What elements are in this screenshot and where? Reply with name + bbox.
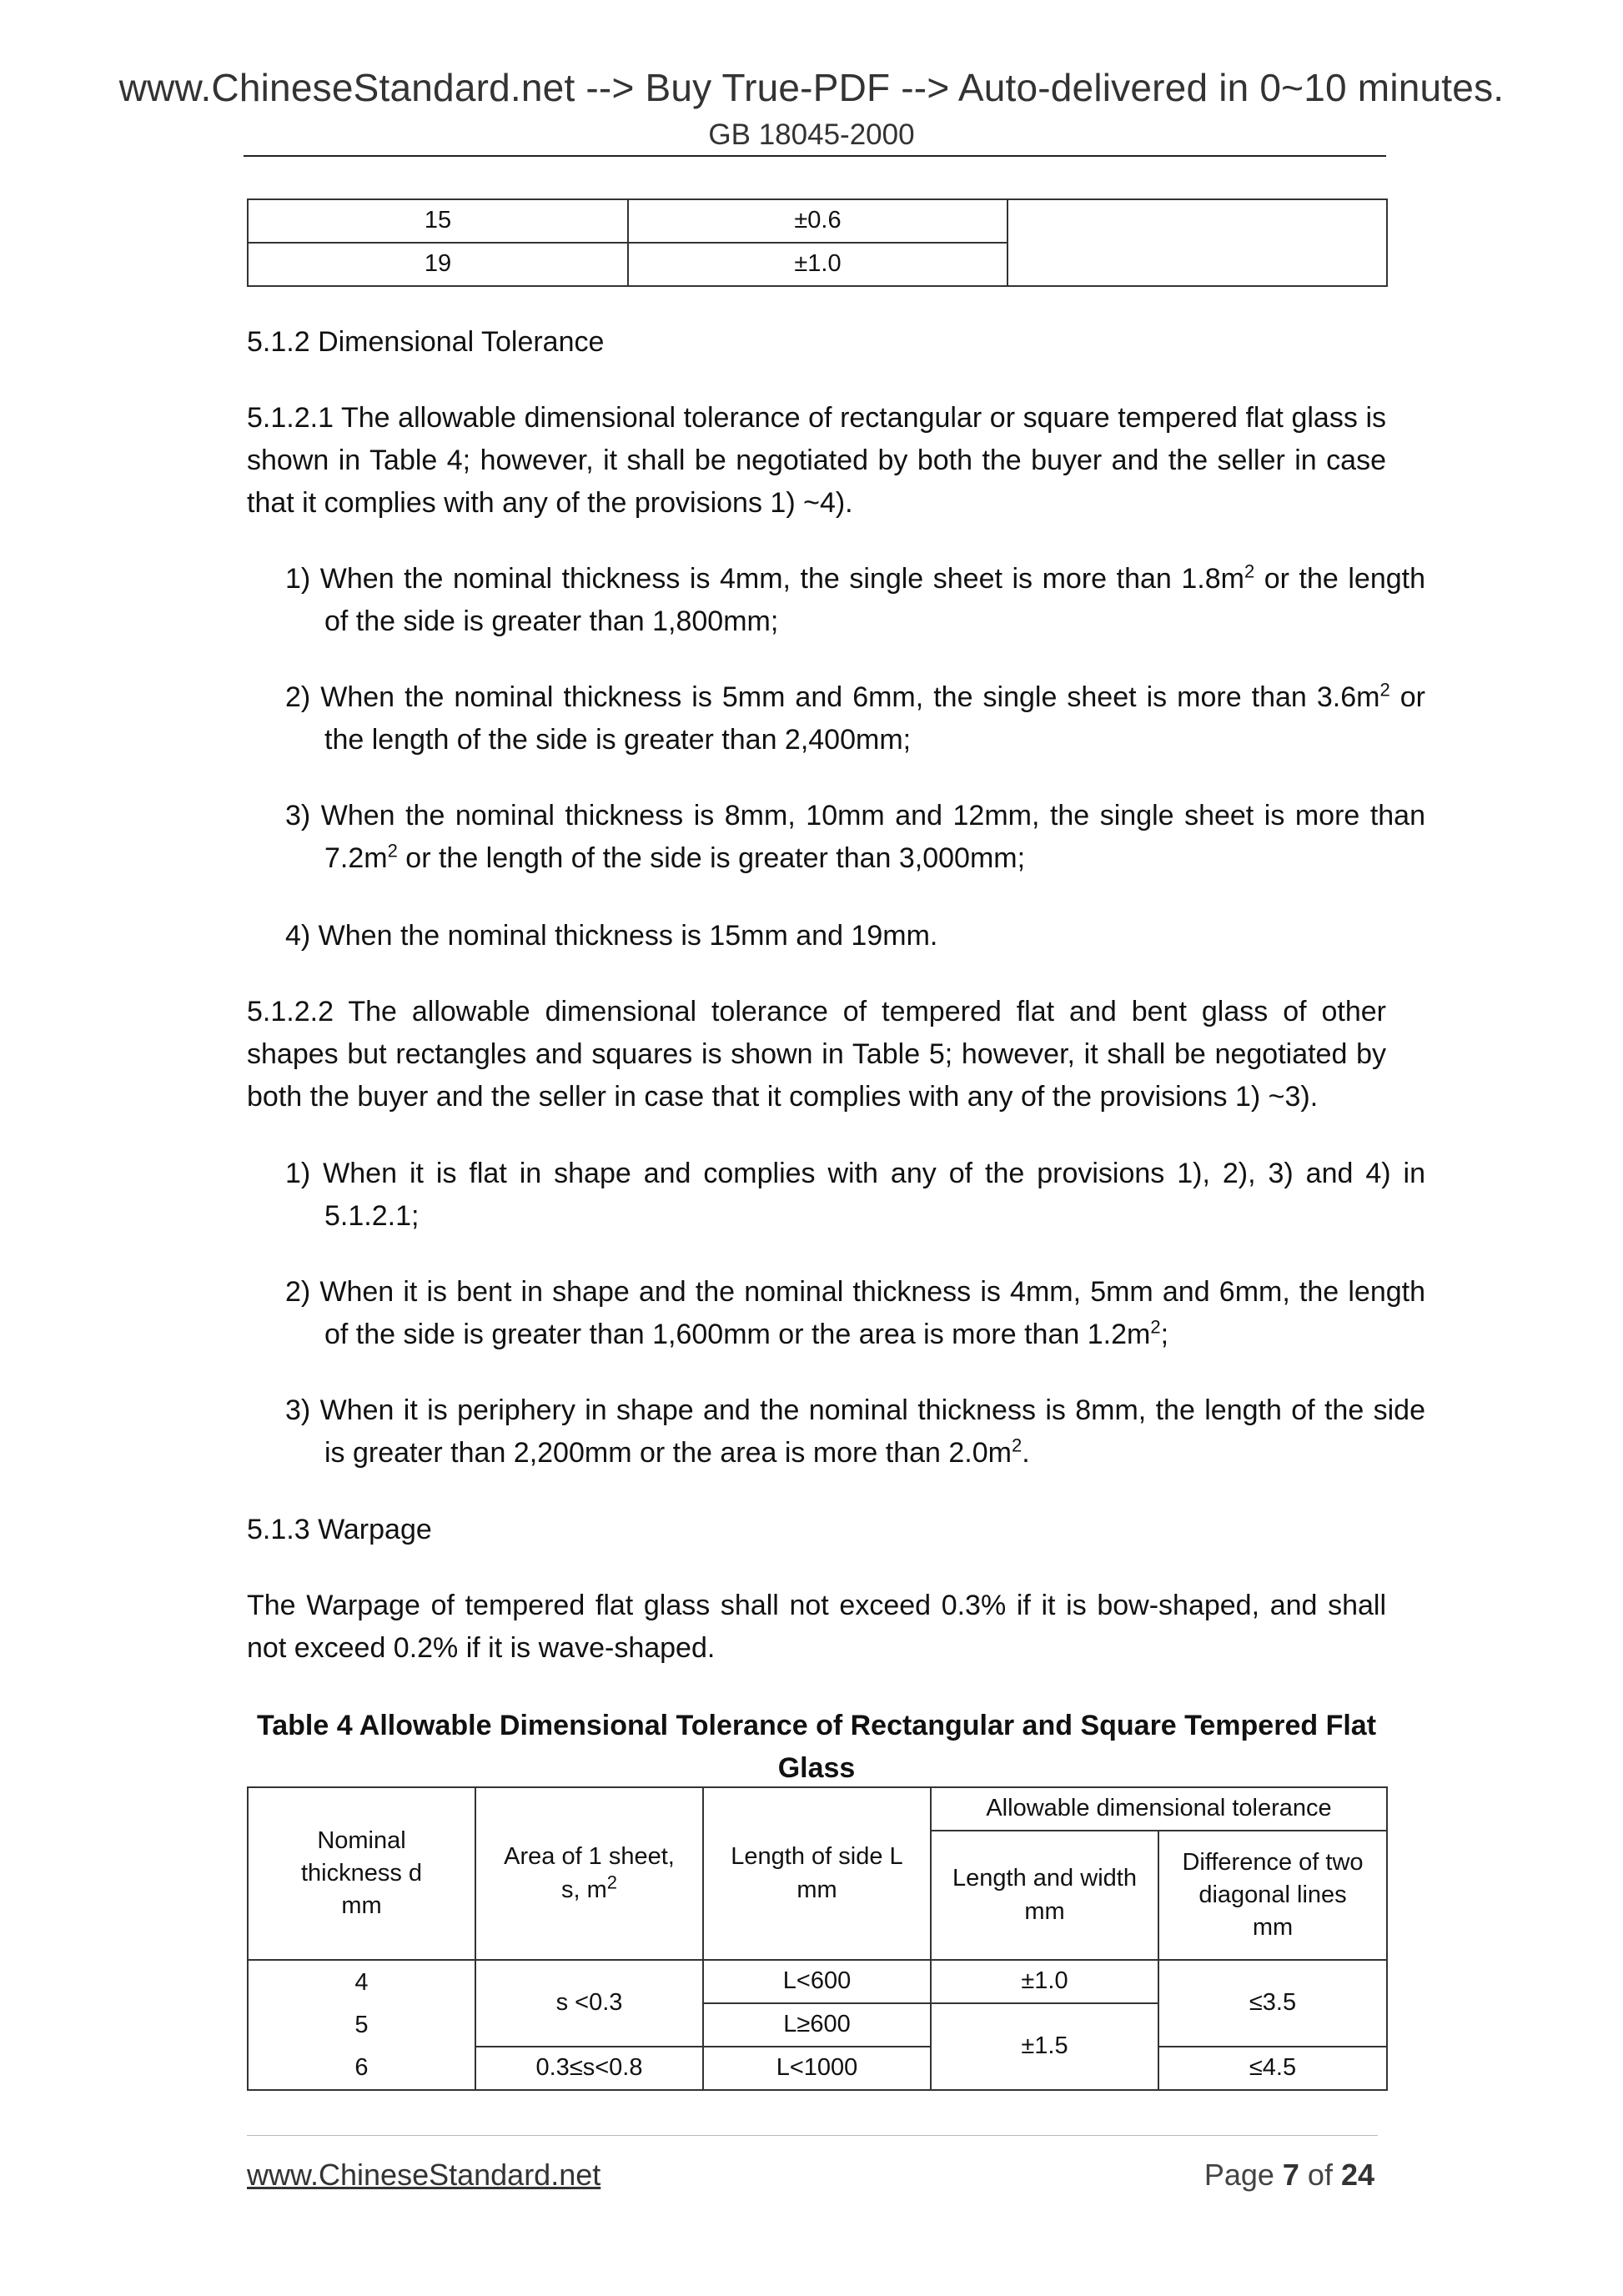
table-cell: L<600 [703,1960,931,2003]
table-cell: ±1.5 [931,2003,1158,2090]
list-item: 1) When it is flat in shape and complies with any of the provisions 1), 2), 3) and 4) in 5.1.2.1; [285,1158,1425,1232]
section-title-5-1-3: 5.1.3 Warpage [247,1514,432,1545]
table-cell: L<1000 [703,2047,931,2090]
table-cell: ±1.0 [931,1960,1158,2003]
list-item: 3) When it is periphery in shape and the nominal thickness is 8mm, the length of the side is greater than 2,200mm or the area is more than $2.0m^2$. [285,1394,1425,1469]
table-cell: 15 [248,199,628,243]
footer-site-link[interactable]: www.ChineseStandard.net [247,2158,601,2192]
continued-table [247,198,1388,287]
paragraph-5-1-2-1: 5.1.2.1 The allowable dimensional tolerance of rectangular or square tempered flat glass is shown in Table 4; however, it shall be negotiated by both the buyer and the seller in case that it complies with any of the provisions 1) ~4). [247,402,1386,519]
table-row [248,199,1387,243]
list-item: 2) When the nominal thickness is 5mm and 6mm, the single sheet is more than $3.6m^2$ or the length of the side is greater than 2,400mm; [285,679,1425,756]
standard-code: GB 18045-2000 [708,118,915,151]
table-caption: Table 4 Allowable Dimensional Tolerance of Rectangular and Square Tempered Flat Glass [256,1710,1377,1784]
header-length-width: Length and width mm [931,1831,1158,1960]
table-cell: s <0.3 [475,1960,703,2047]
header-area: Area of 1 sheet, s, $m^2$ [475,1787,703,1960]
table-cell: L≥600 [703,2003,931,2047]
list-item: 1) When the nominal thickness is 4mm, the single sheet is more than $1.8m^2$ or the length of the side is greater than 1,800mm; [285,560,1425,637]
page-number: Page 7 of 24 [1203,2158,1374,2192]
header-allowable-tolerance: Allowable dimensional tolerance [931,1787,1387,1831]
section-title-5-1-2: 5.1.2 Dimensional Tolerance [247,326,605,358]
table-header-row [248,1787,1387,1831]
list-item: 2) When it is bent in shape and the nominal thickness is 4mm, 5mm and 6mm, the length of the side is greater than 1,600mm or the area is more than $1.2m^2$; [285,1276,1425,1350]
table-cell-empty [1007,199,1387,286]
list-item: 3) When the nominal thickness is 8mm, 10mm and 12mm, the single sheet is more than $7.2m^2$ or the length of the side is greater than 3,000mm; [285,800,1425,874]
table-cell: ≤4.5 [1158,2047,1387,2090]
cell-thicknesses: 4 5 6 [248,1960,475,2090]
table-4 [247,1786,1388,2091]
paragraph-5-1-2-2: 5.1.2.2 The allowable dimensional tolerance of tempered flat and bent glass of other shapes but rectangles and squares is shown in Table 5; however, it shall be negotiated by both the buyer and the seller in case that it complies with any of the provisions 1) ~3). [247,996,1386,1113]
table-cell: 19 [248,243,628,286]
header-divider [244,155,1386,157]
paragraph-5-1-3: The Warpage of tempered flat glass shall not exceed 0.3% if it is bow-shaped, and shall not exceed 0.2% if it is wave-shaped. [247,1590,1386,1664]
header-length-of-side: Length of side L mm [703,1787,931,1960]
table-cell: ≤3.5 [1158,1960,1387,2047]
table-row [248,1960,1387,2003]
table-cell: ±1.0 [628,243,1007,286]
table-cell: 0.3≤s<0.8 [475,2047,703,2090]
header-diagonal-difference: Difference of two diagonal lines mm [1158,1831,1387,1960]
list-item: 4) When the nominal thickness is 15mm and 19mm. [285,920,938,952]
table-cell: ±0.6 [628,199,1007,243]
header-nominal-thickness: Nominal thickness d mm [248,1787,475,1960]
footer-divider [247,2135,1378,2136]
header-banner: www.ChineseStandard.net --> Buy True-PDF --> Auto-delivered in 0~10 minutes. [118,66,1505,109]
